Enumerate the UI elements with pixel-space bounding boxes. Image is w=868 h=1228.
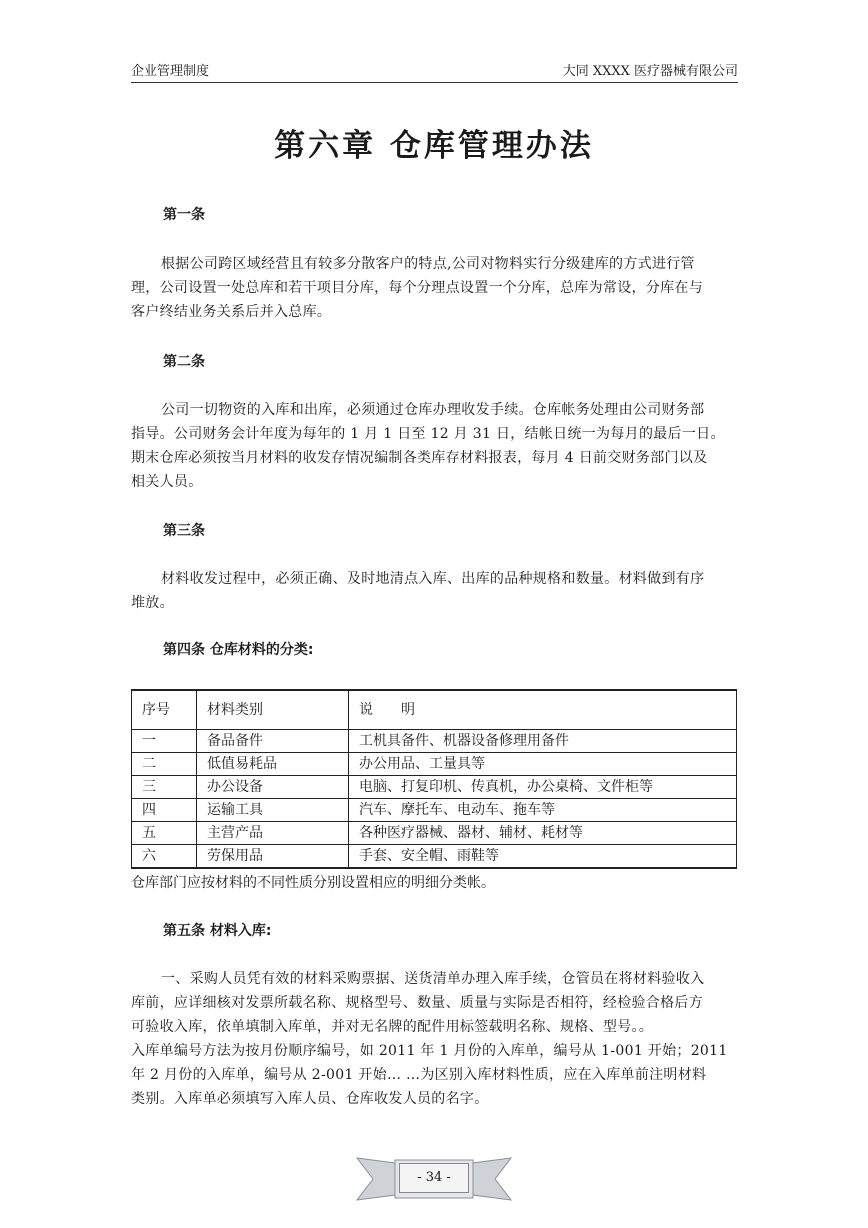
table-cell: 电脑、打复印机、传真机，办公桌椅、文件柜等	[349, 776, 737, 799]
article5-line: 年 2 月份的入库单，编号从 2-001 开始… …为区别入库材料性质，应在入库单前注明材料	[131, 1067, 707, 1083]
article3-body	[131, 567, 738, 615]
article1-body	[131, 252, 738, 324]
article5-line: 库前，应详细核对发票所载名称、规格型号、数量、质量与实际是否相符，经检验合格后方	[131, 995, 703, 1011]
article5-line: 一、采购人员凭有效的材料采购票据、送货清单办理入库手续，仓管员在将材料验收入	[161, 971, 705, 987]
table-cell: 低值易耗品	[197, 753, 349, 776]
article5-line: 类别。入库单必须填写入库人员、仓库收发人员的名字。	[131, 1091, 489, 1107]
table-row	[132, 753, 737, 776]
page-number: - 34 -	[399, 1163, 469, 1193]
article2-line: 期末仓库必须按当月材料的收发存情况编制各类库存材料报表，每月 4 日前交财务部门以及	[131, 450, 708, 466]
article2-heading: 第二条	[163, 354, 205, 370]
table-cell: 二	[132, 753, 197, 776]
article2-line: 指导。公司财务会计年度为每年的 1 月 1 日至 12 月 31 日，结帐日统一为每月的最后一日。	[131, 426, 725, 442]
header-divider	[131, 82, 738, 83]
article1-heading: 第一条	[163, 207, 205, 223]
table-cell: 主营产品	[197, 822, 349, 845]
table-cell: 六	[132, 845, 197, 869]
article3-heading: 第三条	[163, 523, 205, 539]
page-header	[131, 63, 738, 81]
table-cell: 一	[132, 730, 197, 753]
table-cell: 五	[132, 822, 197, 845]
table-cell: 运输工具	[197, 799, 349, 822]
table-row	[132, 776, 737, 799]
article3-line: 材料收发过程中，必须正确、及时地清点入库、出库的品种规格和数量。材料做到有序	[161, 571, 705, 587]
article2-line: 公司一切物资的入库和出库，必须通过仓库办理收发手续。仓库帐务处理由公司财务部	[161, 402, 705, 418]
article2-body	[131, 398, 738, 494]
article1-line: 理，公司设置一处总库和若干项目分库，每个分理点设置一个分库，总库为常设，分库在与	[131, 280, 703, 296]
table-cell: 办公用品、工量具等	[349, 753, 737, 776]
table-row	[132, 822, 737, 845]
table-header-cell: 序号	[132, 690, 197, 730]
article2-line: 相关人员。	[131, 474, 203, 490]
table-row	[132, 730, 737, 753]
table-cell: 三	[132, 776, 197, 799]
table-cell: 劳保用品	[197, 845, 349, 869]
table-header-cell: 说 明	[349, 690, 737, 730]
header-left-text: 企业管理制度	[131, 64, 210, 79]
table-cell: 工机具备件、机器设备修理用备件	[349, 730, 737, 753]
article5-line: 入库单编号方法为按月份顺序编号，如 2011 年 1 月份的入库单，编号从 1-001 开始；2011	[131, 1043, 728, 1059]
article4-heading: 第四条 仓库材料的分类:	[163, 642, 314, 658]
table-cell: 手套、安全帽、雨鞋等	[349, 845, 737, 869]
header-company-name: 大同 XXXX 医疗器械有限公司	[562, 64, 738, 79]
table-cell: 四	[132, 799, 197, 822]
article5-body	[131, 967, 738, 1111]
table-cell: 汽车、摩托车、电动车、拖车等	[349, 799, 737, 822]
table-cell: 备品备件	[197, 730, 349, 753]
table-note: 仓库部门应按材料的不同性质分别设置相应的明细分类帐。	[131, 875, 495, 891]
table-row	[132, 845, 737, 869]
material-category-table	[131, 689, 737, 869]
article5-line: 可验收入库，依单填制入库单，并对无名牌的配件用标签载明名称、规格、型号。。	[131, 1019, 654, 1035]
article1-line: 客户终结业务关系后并入总库。	[131, 304, 332, 320]
article3-line: 堆放。	[131, 595, 174, 611]
article1-line: 根据公司跨区域经营且有较多分散客户的特点,公司对物料实行分级建库的方式进行管	[161, 256, 695, 272]
table-row	[132, 799, 737, 822]
chapter-title: 第六章 仓库管理办法	[274, 128, 594, 164]
table-cell: 各种医疗器械、器材、辅材、耗材等	[349, 822, 737, 845]
table-header-cell: 材料类别	[197, 690, 349, 730]
article5-heading: 第五条 材料入库:	[163, 923, 272, 939]
table-header-row	[132, 690, 737, 730]
table-cell: 办公设备	[197, 776, 349, 799]
